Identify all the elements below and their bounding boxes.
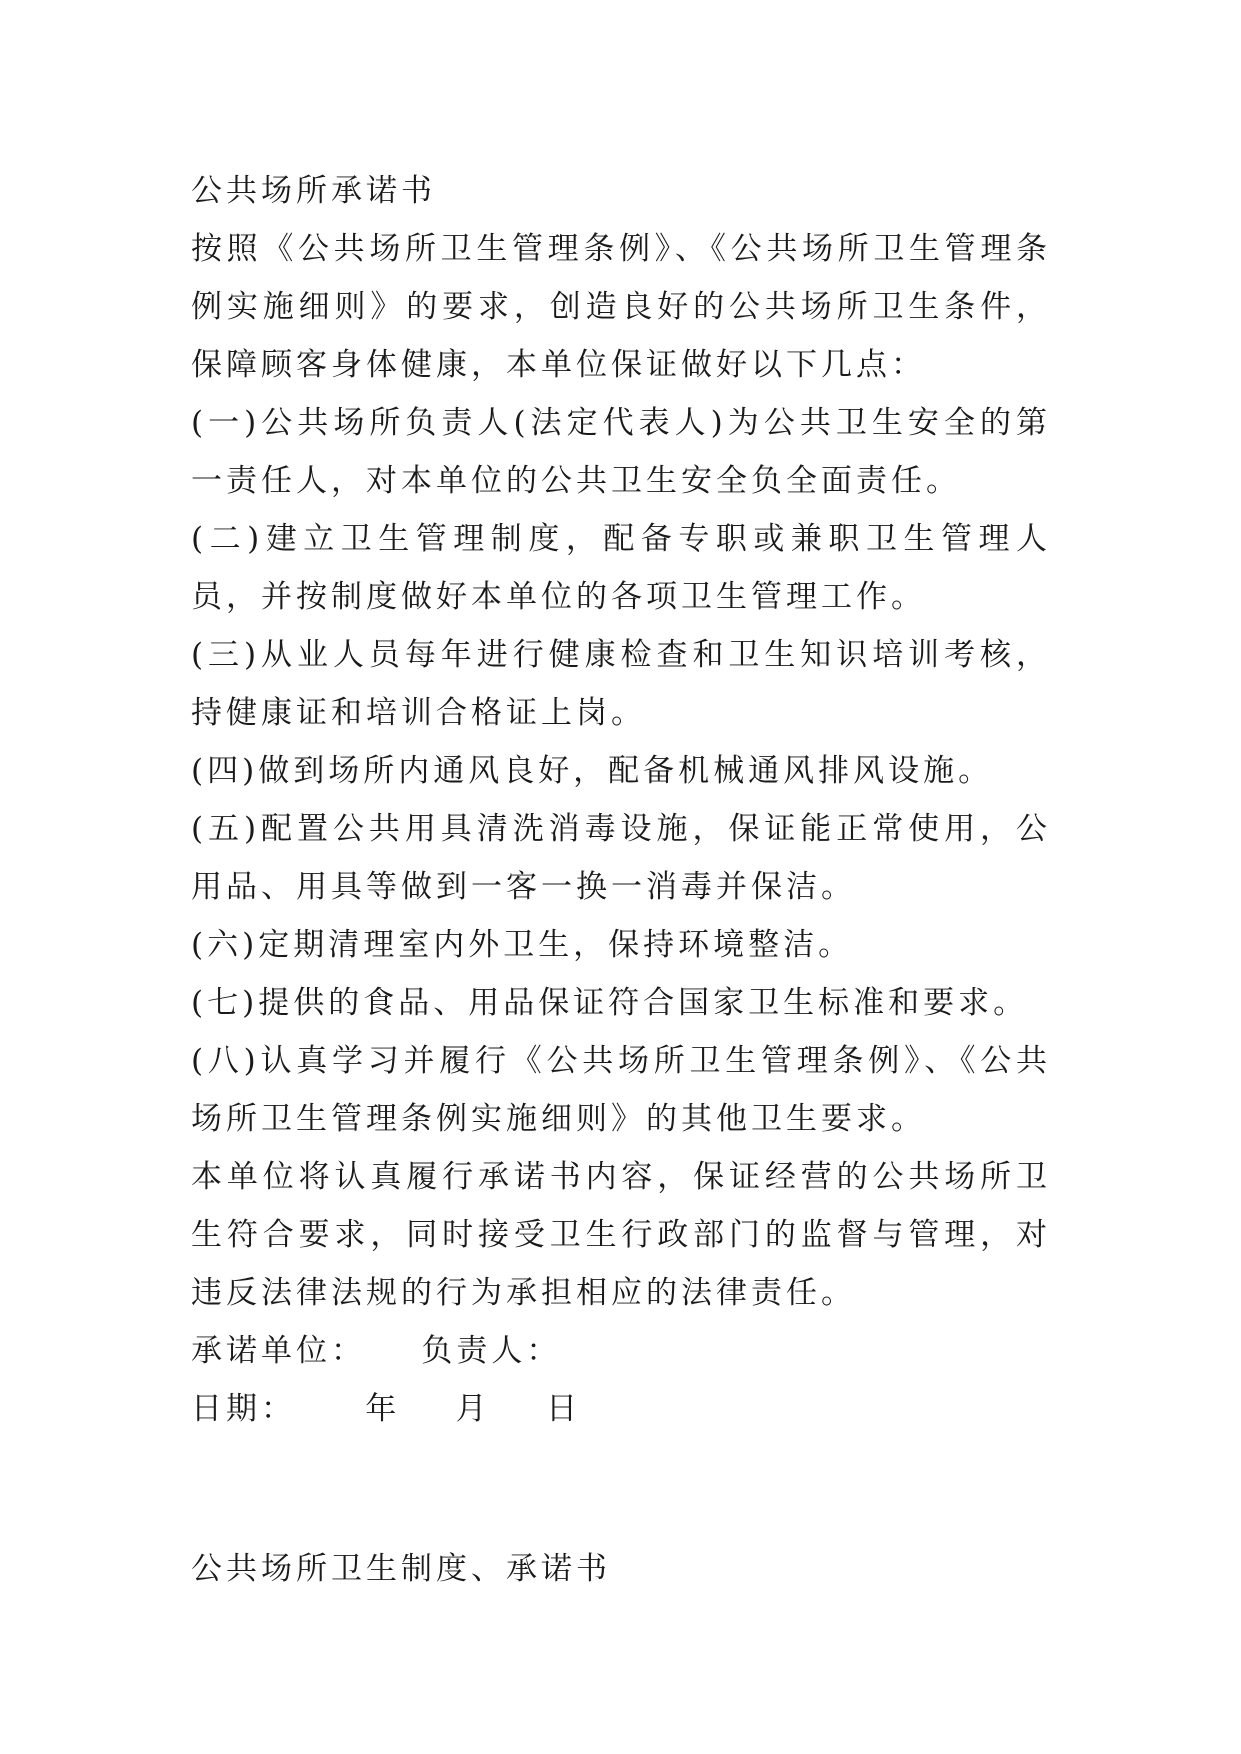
commitment-item-3: (三)从业人员每年进行健康检查和卫生知识培训考核，持健康证和培训合格证上岗。 bbox=[191, 637, 1051, 731]
commitment-item-1: (一)公共场所负责人(法定代表人)为公共卫生安全的第一责任人，对本单位的公共卫生安全负全面责任。 bbox=[191, 405, 1051, 499]
commitment-item-5: (五)配置公共用具清洗消毒设施，保证能正常使用，公用品、用具等做到一客一换一消毒并保洁。 bbox=[191, 811, 1051, 905]
document-body bbox=[191, 162, 1051, 1598]
closing-paragraph: 本单位将认真履行承诺书内容，保证经营的公共场所卫生符合要求，同时接受卫生行政部门的监督与管理，对违反法律法规的行为承担相应的法律责任。 bbox=[191, 1159, 1051, 1311]
date-line: 日期： 年 月 日 bbox=[191, 1391, 582, 1427]
spacer bbox=[191, 1438, 1051, 1496]
commitment-item-8: (八)认真学习并履行《公共场所卫生管理条例》、《公共场所卫生管理条例实施细则》的其他卫生要求。 bbox=[191, 1043, 1051, 1137]
commitment-item-2: (二)建立卫生管理制度，配备专职或兼职卫生管理人员，并按制度做好本单位的各项卫生管理工作。 bbox=[191, 521, 1051, 615]
next-section-heading: 公共场所卫生制度、承诺书 bbox=[191, 1551, 611, 1587]
commitment-item-4: (四)做到场所内通风良好，配备机械通风排风设施。 bbox=[191, 753, 994, 789]
commitment-item-6: (六)定期清理室内外卫生，保持环境整洁。 bbox=[191, 927, 854, 963]
signature-line: 承诺单位： 负责人： bbox=[191, 1333, 562, 1369]
spacer bbox=[191, 1496, 1051, 1540]
commitment-item-7: (七)提供的食品、用品保证符合国家卫生标准和要求。 bbox=[191, 985, 1029, 1021]
document-title: 公共场所承诺书 bbox=[191, 173, 436, 209]
intro-paragraph: 按照《公共场所卫生管理条例》、《公共场所卫生管理条例实施细则》的要求，创造良好的公共场所卫生条件，保障顾客身体健康，本单位保证做好以下几点： bbox=[191, 231, 1051, 383]
